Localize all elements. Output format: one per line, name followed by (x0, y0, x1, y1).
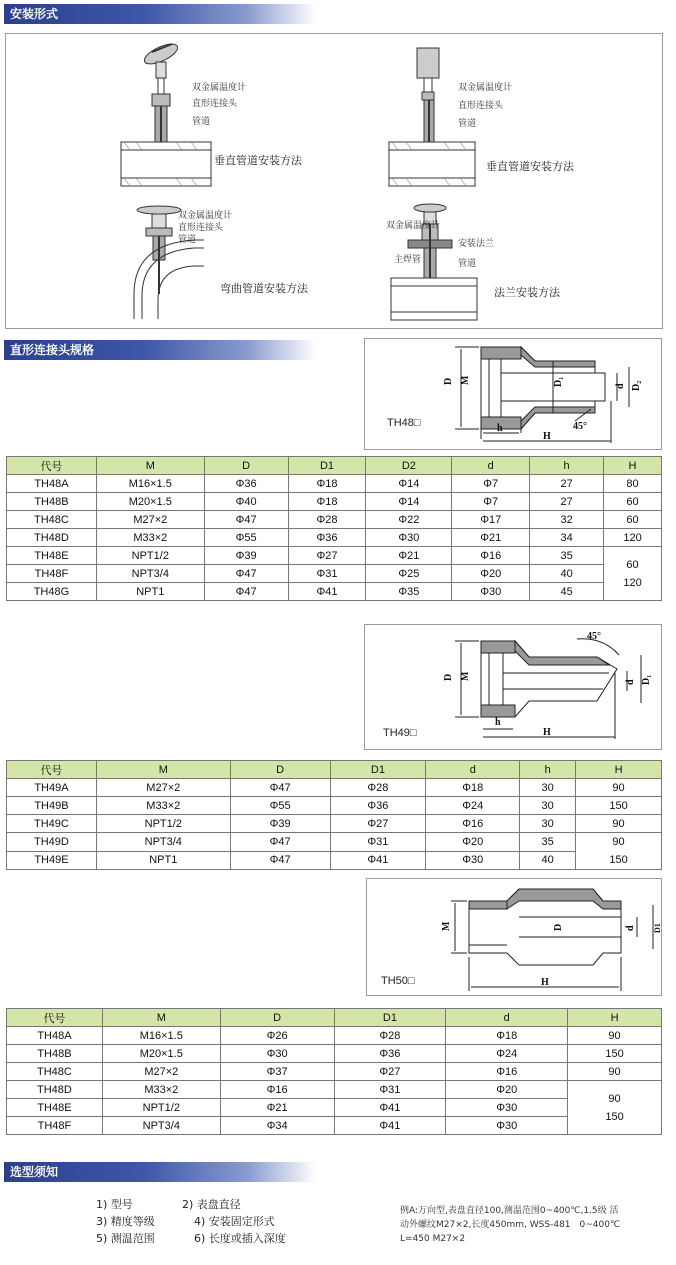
th49-drawing-box (364, 624, 662, 750)
th48-dim-h: h (497, 423, 503, 434)
table-row: TH49A M27×2 Φ47 Φ28 Φ18 30 90 (7, 779, 662, 797)
example-line-1: 例A:万向型,表盘直径100,测温范围0~400℃,1.5级 活 (400, 1206, 619, 1216)
th49-dim-h: h (495, 717, 501, 728)
example-line-3: L=450 M27×2 (400, 1234, 466, 1244)
th49-dim-angle: 45° (587, 631, 601, 642)
th49-col-H: H (576, 761, 662, 779)
th50-col-H: H (568, 1009, 662, 1027)
th50-col-d: d (446, 1009, 568, 1027)
example-line-2: 动外螺纹M27×2,长度450mm, WSS-481 0~400℃ (400, 1220, 621, 1230)
th48-dim-D2: D₂ (631, 380, 642, 391)
label-pipe-4: 管道 (458, 259, 477, 269)
label-connector-2: 直形连接头 (458, 101, 504, 111)
th49-col-d: d (426, 761, 520, 779)
vertical-install-drawing-1 (116, 42, 216, 212)
selection-item-mounting: 4) 安装固定形式 (194, 1215, 275, 1228)
caption-vertical-2: 垂直管道安装方法 (486, 160, 574, 173)
th50-dim-M: M (441, 921, 452, 931)
th48-col-D1: D1 (288, 457, 366, 475)
th48-col-D: D (204, 457, 288, 475)
th49-col-code: 代号 (7, 761, 97, 779)
selection-item-model: 1) 型号 (96, 1198, 133, 1211)
label-connector-1: 直形连接头 (192, 99, 238, 109)
th48-dim-D: D (443, 377, 454, 385)
label-pipe-2: 管道 (458, 119, 477, 129)
table-row: TH49E NPT1 Φ47 Φ41 Φ30 40 (7, 851, 662, 870)
th48-model-label: TH48□ (387, 417, 421, 429)
th49-dim-D: D (443, 673, 454, 681)
table-row: TH48D M33×2 Φ55 Φ36 Φ30 Φ21 34 120 (7, 529, 662, 547)
th49-col-h: h (520, 761, 576, 779)
table-row: TH48G NPT1 Φ47 Φ41 Φ35 Φ30 45 (7, 583, 662, 601)
th48-col-H: H (604, 457, 662, 475)
label-pipe-1: 管道 (192, 117, 211, 127)
th48-header-row (7, 457, 662, 475)
th50-col-M: M (102, 1009, 220, 1027)
th50-col-D1: D1 (334, 1009, 446, 1027)
table-row: TH48F NPT3/4 Φ47 Φ31 Φ25 Φ20 40 (7, 565, 662, 583)
th50-col-code: 代号 (7, 1009, 103, 1027)
table-row: TH48F NPT3/4 Φ34 Φ41 Φ30 (7, 1117, 662, 1135)
table-row: TH48D M33×2 Φ16 Φ31 Φ20 90 150 (7, 1081, 662, 1099)
th50-drawing-box (366, 878, 662, 996)
label-thermometer-2: 双金属温度计 (458, 83, 513, 93)
th48-col-M: M (96, 457, 204, 475)
table-row: TH48B M20×1.5 Φ30 Φ36 Φ24 150 (7, 1045, 662, 1063)
table-row: TH48B M20×1.5 Φ40 Φ18 Φ14 Φ7 27 60 (7, 493, 662, 511)
th49-dim-D1: D₁ (641, 674, 652, 685)
selection-item-accuracy: 3) 精度等级 (96, 1215, 155, 1228)
th48-dim-M: M (460, 375, 471, 385)
th48-col-code: 代号 (7, 457, 97, 475)
th48-col-D2: D2 (366, 457, 452, 475)
th48-merged-H: 60 120 (604, 547, 662, 601)
th48-col-d: d (452, 457, 530, 475)
section-header-install: 安装形式 (4, 4, 316, 24)
label-flange: 安装法兰 (458, 239, 495, 249)
label-thermometer-1: 双金属温度计 (192, 83, 247, 93)
th50-spec-table (6, 1008, 662, 1135)
install-figure-box (5, 33, 663, 329)
table-row: TH48C M27×2 Φ37 Φ27 Φ16 90 (7, 1063, 662, 1081)
label-connector-3: 直形连接头 (178, 223, 224, 233)
table-row: TH49B M33×2 Φ55 Φ36 Φ24 30 150 (7, 797, 662, 815)
th49-dim-H: H (543, 727, 551, 738)
table-row: TH49D NPT3/4 Φ47 Φ31 Φ20 35 90 150 (7, 833, 662, 852)
th49-model-label: TH49□ (383, 727, 417, 739)
th48-spec-table (6, 456, 662, 601)
table-row: TH48C M27×2 Φ47 Φ28 Φ22 Φ17 32 60 (7, 511, 662, 529)
section-header-straight: 直形连接头规格 (4, 340, 316, 360)
th49-col-M: M (96, 761, 230, 779)
label-thermometer-4: 双金属温度计 (386, 221, 441, 231)
th50-dim-D1: D1 (653, 923, 662, 933)
th49-dim-d: d (625, 679, 636, 685)
th50-dim-d: d (625, 925, 636, 931)
label-weld-pipe: 主焊管 (394, 255, 422, 265)
label-thermometer-3: 双金属温度计 (178, 211, 233, 221)
caption-flange: 法兰安装方法 (494, 286, 560, 299)
caption-elbow: 弯曲管道安装方法 (220, 282, 308, 295)
th50-model-label: TH50□ (381, 975, 415, 987)
table-row: TH49C NPT1/2 Φ39 Φ27 Φ16 30 90 (7, 815, 662, 833)
caption-vertical-1: 垂直管道安装方法 (214, 154, 302, 167)
th48-dim-d: d (615, 383, 626, 389)
table-row: TH48A M16×1.5 Φ36 Φ18 Φ14 Φ7 27 80 (7, 475, 662, 493)
th50-merged-H: 90 150 (568, 1081, 662, 1135)
th48-col-h: h (530, 457, 604, 475)
th48-dim-angle: 45° (573, 421, 587, 432)
th50-col-D: D (220, 1009, 334, 1027)
th49-col-D: D (230, 761, 330, 779)
th48-connector-drawing (365, 339, 663, 451)
section-header-selection: 选型须知 (4, 1162, 316, 1182)
table-row: TH48E NPT1/2 Φ21 Φ41 Φ30 (7, 1099, 662, 1117)
selection-item-range: 5) 测温范围 (96, 1232, 155, 1245)
th49-col-D1: D1 (330, 761, 426, 779)
selection-item-dial: 2) 表盘直径 (182, 1198, 241, 1211)
th48-drawing-box (364, 338, 662, 450)
th49-merged-H: 90 150 (576, 833, 662, 870)
th50-dim-H: H (541, 977, 549, 988)
th50-dim-D: D (553, 923, 564, 931)
table-row: TH48A M16×1.5 Φ26 Φ28 Φ18 90 (7, 1027, 662, 1045)
th49-header-row (7, 761, 662, 779)
th50-header-row (7, 1009, 662, 1027)
selection-item-length: 6) 长度或插入深度 (194, 1232, 286, 1245)
th48-dim-D1: D₁ (553, 376, 564, 387)
th48-dim-H: H (543, 431, 551, 442)
label-pipe-3: 管道 (178, 235, 197, 245)
table-row: TH48E NPT1/2 Φ39 Φ27 Φ21 Φ16 35 60 120 (7, 547, 662, 565)
th49-spec-table (6, 760, 662, 870)
th49-dim-M: M (460, 671, 471, 681)
